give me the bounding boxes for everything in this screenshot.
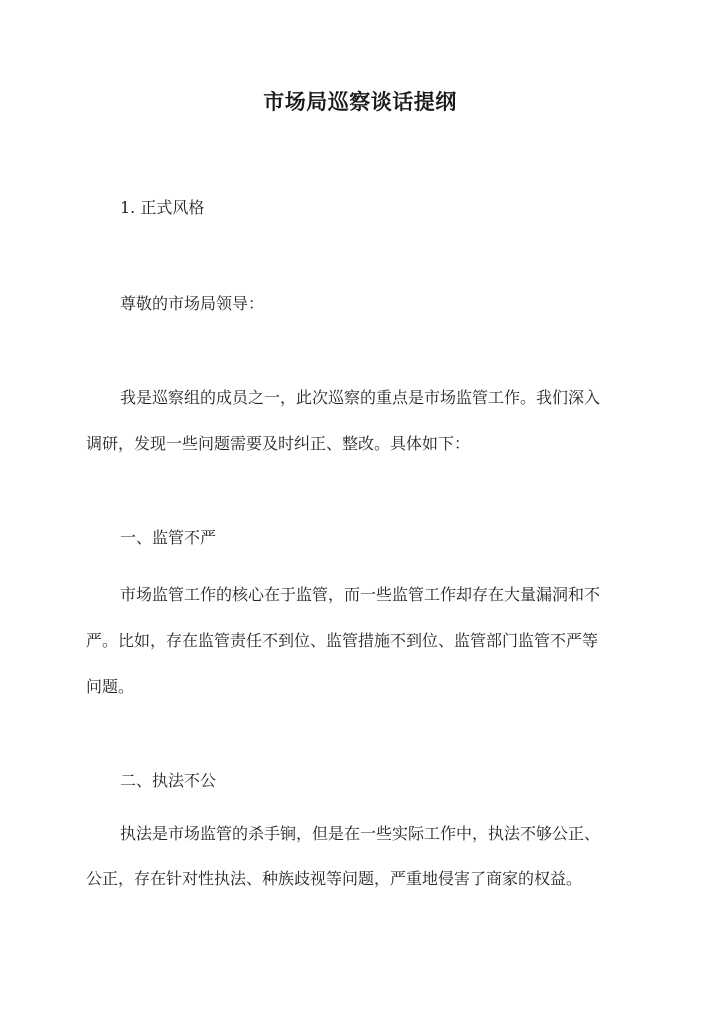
- intro-line-1: 我是巡察组的成员之一，此次巡察的重点是市场监管工作。我们深入: [120, 388, 601, 407]
- section-1-line-3: 问题。: [86, 677, 135, 696]
- section-heading-1: 一、监管不严: [120, 528, 217, 547]
- salutation: 尊敬的市场局领导：: [120, 294, 265, 313]
- section-1-line-1: 市场监管工作的核心在于监管，而一些监管工作却存在大量漏洞和不: [120, 585, 601, 604]
- section-1-line-2: 严。比如，存在监管责任不到位、监管措施不到位、监管部门监管不严等: [86, 631, 599, 650]
- section-2-line-1: 执法是市场监管的杀手锏，但是在一些实际工作中，执法不够公正、: [120, 824, 601, 843]
- document-title: 市场局巡察谈话提纲: [263, 89, 457, 114]
- style-heading: 1. 正式风格: [120, 198, 205, 217]
- section-2-line-2: 公正，存在针对性执法、种族歧视等问题，严重地侵害了商家的权益。: [86, 869, 583, 888]
- section-heading-2: 二、执法不公: [120, 771, 217, 790]
- intro-line-2: 调研，发现一些问题需要及时纠正、整改。具体如下：: [86, 434, 471, 453]
